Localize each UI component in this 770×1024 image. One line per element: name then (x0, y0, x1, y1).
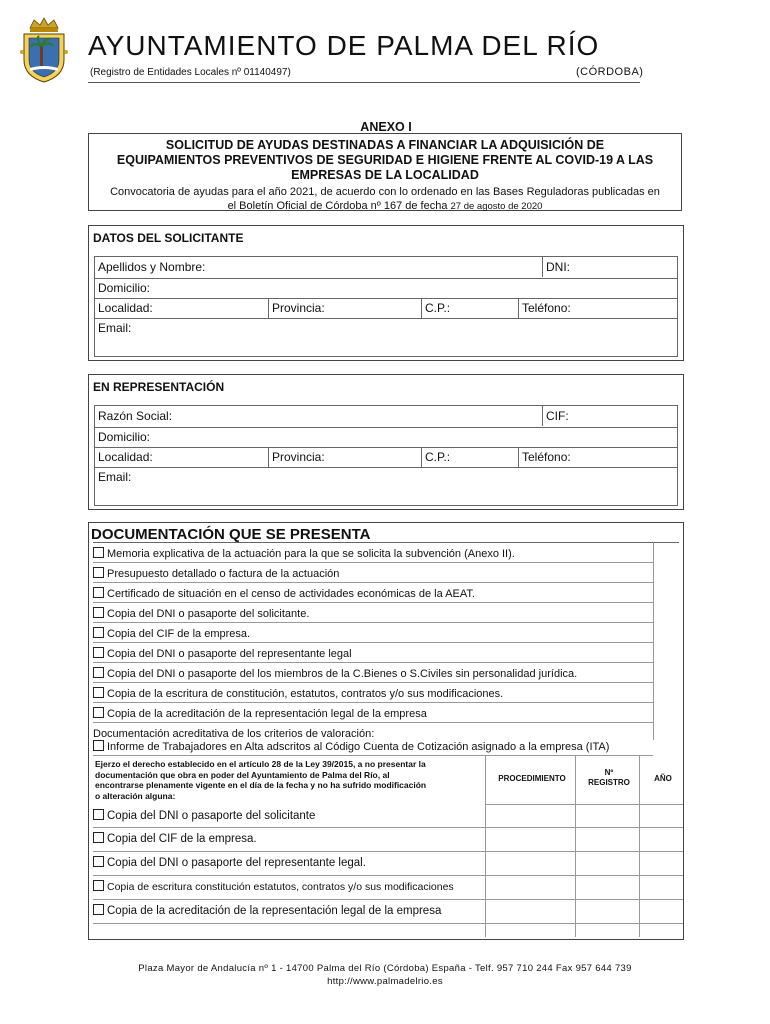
representative-phone-label: Teléfono: (522, 450, 571, 464)
applicant-address-field[interactable] (95, 278, 677, 298)
doc-item[interactable]: Presupuesto detallado o factura de la actuación (93, 567, 493, 580)
applicant-cp-label: C.P.: (425, 301, 451, 315)
representative-heading: EN REPRESENTACIÓN (93, 380, 225, 394)
table-item[interactable]: Copia de escritura constitución estatutos, contratos y/o sus modificaciones (93, 880, 493, 893)
table-item[interactable]: Copia del DNI o pasaporte del solicitante (93, 809, 493, 822)
applicant-cp-field[interactable] (421, 298, 518, 318)
doc-item[interactable]: Certificado de situación en el censo de actividades económicas de la AEAT. (93, 587, 493, 600)
checkbox-icon[interactable] (93, 567, 104, 578)
table-item[interactable]: Copia del CIF de la empresa. (93, 832, 493, 845)
entity-registry: (Registro de Entidades Locales nº 01140497) (90, 67, 291, 78)
representative-city-field[interactable] (95, 447, 268, 467)
doc-item[interactable]: Copia del DNI o pasaporte del representante legal (93, 647, 493, 660)
applicant-city-label: Localidad: (98, 301, 153, 315)
col-year: AÑO (654, 774, 672, 783)
representative-address-field[interactable] (95, 427, 677, 447)
convocatoria-1: Convocatoria de ayudas para el año 2021, de acuerdo con lo ordenado en las Bases Reguladoras publicadas en (110, 186, 660, 198)
applicant-province-label: Provincia: (272, 301, 325, 315)
criteria-item[interactable]: Informe de Trabajadores en Alta adscritos al Código Cuenta de Cotización asignado a la empresa (ITA) (93, 740, 493, 753)
applicant-dni-label: DNI: (546, 260, 570, 274)
representative-cp-label: C.P.: (425, 450, 451, 464)
annex-label: ANEXO I (360, 120, 412, 134)
header-divider (88, 82, 640, 83)
checkbox-icon[interactable] (93, 647, 104, 658)
province: (CÓRDOBA) (576, 66, 644, 78)
checkbox-icon[interactable] (93, 547, 104, 558)
table-item[interactable]: Copia de la acreditación de la representación legal de la empresa (93, 904, 493, 917)
representative-email-field[interactable] (95, 467, 677, 487)
checkbox-icon[interactable] (93, 809, 104, 820)
page-title: AYUNTAMIENTO DE PALMA DEL RÍO (88, 30, 600, 61)
representative-address-label: Domicilio: (98, 430, 151, 444)
applicant-address-label: Domicilio: (98, 281, 151, 295)
checkbox-icon[interactable] (93, 667, 104, 678)
representative-name-field[interactable] (95, 406, 542, 426)
checkbox-icon[interactable] (93, 904, 104, 915)
coat-of-arms-icon (20, 16, 68, 86)
annex-box (88, 133, 682, 211)
representative-cif-field[interactable] (542, 406, 677, 426)
checkbox-icon[interactable] (93, 627, 104, 638)
representative-phone-field[interactable] (518, 447, 677, 467)
checkbox-icon[interactable] (93, 880, 104, 891)
criteria-intro: Documentación acreditativa de los criterios de valoración: (93, 728, 375, 740)
doc-item[interactable]: Copia de la escritura de constitución, estatutos, contratos y/o sus modificaciones. (93, 687, 493, 700)
doc-item[interactable]: Copia del DNI o pasaporte del solicitante. (93, 607, 493, 620)
applicant-email-label: Email: (98, 321, 132, 335)
annex-title-2: EQUIPAMIENTOS PREVENTIVOS DE SEGURIDAD E HIGIENE FRENTE AL COVID-19 A LAS (116, 153, 654, 167)
doc-item[interactable]: Copia de la acreditación de la representación legal de la empresa (93, 707, 493, 720)
representative-email-label: Email: (98, 470, 132, 484)
representative-province-label: Provincia: (272, 450, 325, 464)
footer-address: Plaza Mayor de Andalucía nº 1 - 14700 Palma del Río (Córdoba) España - Telf. 957 710 244 Fax 957 644 739 (138, 963, 632, 974)
checkbox-icon[interactable] (93, 707, 104, 718)
applicant-form (94, 256, 678, 357)
right-exercise-note: Ejerzo el derecho establecido en el artículo 28 de la Ley 39/2015, a no presentar la documentación que obra en poder del Ayuntamiento de Palma del Río, al encontrarse plenamente vigente en el día de la fecha y no ha sufrido modificación o alteración alguna: (95, 759, 427, 801)
convocatoria-2: el Boletín Oficial de Córdoba nº 167 de fecha 27 de agosto de 2020 (227, 200, 543, 212)
applicant-heading: DATOS DEL SOLICITANTE (93, 231, 244, 245)
checkbox-icon[interactable] (93, 607, 104, 618)
representative-section (88, 374, 684, 510)
representative-city-label: Localidad: (98, 450, 153, 464)
representative-cp-field[interactable] (421, 447, 518, 467)
applicant-city-field[interactable] (95, 298, 268, 318)
applicant-section (88, 225, 684, 361)
applicant-name-field[interactable] (95, 257, 542, 277)
applicant-email-field[interactable] (95, 318, 677, 338)
convocatoria-date: 27 de agosto de 2020 (450, 201, 543, 212)
applicant-phone-label: Teléfono: (522, 301, 571, 315)
documentation-heading: DOCUMENTACIÓN QUE SE PRESENTA (91, 526, 371, 543)
col-registry: Nº REGISTRO (588, 768, 630, 787)
representative-cif-label: CIF: (546, 409, 569, 423)
table-item[interactable]: Copia del DNI o pasaporte del representante legal. (93, 856, 493, 869)
applicant-province-field[interactable] (268, 298, 421, 318)
annex-title-1: SOLICITUD DE AYUDAS DESTINADAS A FINANCIAR LA ADQUISICIÓN DE (165, 138, 605, 152)
doc-item[interactable]: Copia del CIF de la empresa. (93, 627, 493, 640)
col-procedure: PROCEDIMIENTO (498, 774, 566, 783)
representative-form (94, 405, 678, 506)
checkbox-icon[interactable] (93, 687, 104, 698)
annex-title-3: EMPRESAS DE LA LOCALIDAD (291, 168, 479, 182)
representative-name-label: Razón Social: (98, 409, 173, 423)
documentation-section (88, 522, 684, 940)
checkbox-icon[interactable] (93, 587, 104, 598)
doc-item[interactable]: Memoria explicativa de la actuación para la que se solicita la subvención (Anexo II). (93, 547, 493, 560)
applicant-phone-field[interactable] (518, 298, 677, 318)
checkbox-icon[interactable] (93, 856, 104, 867)
footer-url[interactable]: http://www.palmadelrio.es (327, 976, 443, 987)
checkbox-icon[interactable] (93, 832, 104, 843)
applicant-name-label: Apellidos y Nombre: (98, 260, 206, 274)
representative-province-field[interactable] (268, 447, 421, 467)
doc-item[interactable]: Copia del DNI o pasaporte del los miembros de la C.Bienes o S.Civiles sin personalidad jurídica. (93, 667, 493, 680)
applicant-dni-field[interactable] (542, 257, 677, 277)
checkbox-icon[interactable] (93, 740, 104, 751)
